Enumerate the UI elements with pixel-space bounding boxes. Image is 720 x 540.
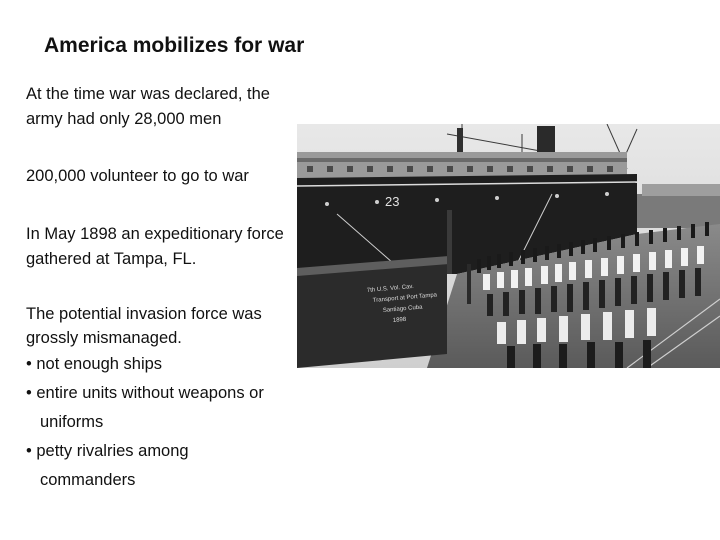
svg-text:1898: 1898 xyxy=(392,316,407,324)
boxcar-lettering: 7th U.S. Vol. Cav. xyxy=(366,283,414,294)
bullet-units: • entire units without weapons or uniforms xyxy=(26,384,264,431)
paragraph-mismanagement xyxy=(26,302,288,495)
svg-text:Transport at Port Tampa: Transport at Port Tampa xyxy=(372,292,438,304)
paragraph-volunteers: 200,000 volunteer to go to war xyxy=(26,167,249,185)
mismanagement-intro: The potential invasion force was grossly mismanaged. xyxy=(26,305,262,347)
paragraph-army-size: At the time war was declared, the army had only 28,000 men xyxy=(26,85,270,128)
slide-title: America mobilizes for war xyxy=(44,34,305,57)
paragraph-expeditionary-force: In May 1898 an expeditionary force gathered at Tampa, FL. xyxy=(26,225,284,268)
ship-number: 23 xyxy=(385,194,400,209)
bullet-rivalries: • petty rivalries among commanders xyxy=(26,442,189,489)
historical-photo-troopship xyxy=(297,124,720,368)
railroad-boxcar xyxy=(297,262,447,368)
bullet-ships: • not enough ships xyxy=(26,355,163,373)
svg-text:Santiago Cuba: Santiago Cuba xyxy=(382,304,423,314)
